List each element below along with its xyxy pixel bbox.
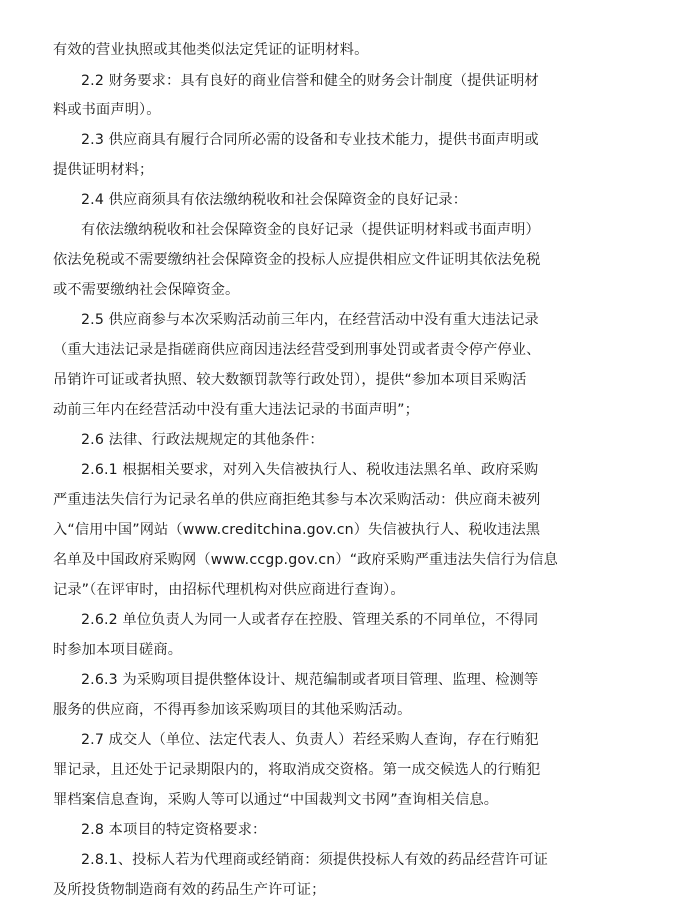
text-line: 严重违法失信行为记录名单的供应商拒绝其参与本次采购活动：供应商未被列	[53, 492, 541, 508]
text-line: 入“信用中国”网站（www.creditchina.gov.cn）失信被执行人、税收违法黑	[53, 522, 541, 538]
text-line: 2.2 财务要求：具有良好的商业信誉和健全的财务会计制度（提供证明材	[81, 73, 539, 89]
text-line: 2.3 供应商具有履行合同所必需的设备和专业技术能力，提供书面声明或	[81, 132, 539, 148]
text-line: 罪档案信息查询，采购人等可以通过“中国裁判文书网”查询相关信息。	[53, 792, 499, 808]
text-line: 依法免税或不需要缴纳社会保障资金的投标人应提供相应文件证明其依法免税	[53, 252, 541, 268]
text-line: 或不需要缴纳社会保障资金。	[53, 282, 240, 298]
text-line: 2.8.1、投标人若为代理商或经销商：须提供投标人有效的药品经营许可证	[81, 852, 548, 868]
text-line: （重大违法记录是指磋商供应商因违法经营受到刑事处罚或者责令停产停业、	[53, 342, 541, 358]
text-line: 2.6.3 为采购项目提供整体设计、规范编制或者项目管理、监理、检测等	[81, 672, 539, 688]
text-line: 有效的营业执照或其他类似法定凭证的证明材料。	[53, 42, 369, 58]
text-line: 提供证明材料；	[53, 162, 154, 178]
text-line: 罪记录，且还处于记录期限内的，将取消成交资格。第一成交候选人的行贿犯	[53, 762, 541, 778]
text-line: 2.6 法律、行政法规规定的其他条件：	[81, 432, 324, 448]
text-line: 服务的供应商，不得再参加该采购项目的其他采购活动。	[53, 702, 412, 718]
text-line: 2.6.2 单位负责人为同一人或者存在控股、管理关系的不同单位，不得同	[81, 612, 539, 628]
text-line: 吊销许可证或者执照、较大数额罚款等行政处罚），提供“参加本项目采购活	[53, 372, 527, 388]
text-line: 2.5 供应商参与本次采购活动前三年内，在经营活动中没有重大违法记录	[81, 312, 539, 328]
text-line: 2.7 成交人（单位、法定代表人、负责人）若经采购人查询，存在行贿犯	[81, 732, 539, 748]
text-line: 名单及中国政府采购网（www.ccgp.gov.cn）“政府采购严重违法失信行为信息	[53, 552, 558, 568]
text-line: 2.4 供应商须具有依法缴纳税收和社会保障资金的良好记录：	[81, 192, 468, 208]
text-line: 2.6.1 根据相关要求，对列入失信被执行人、税收违法黑名单、政府采购	[81, 462, 539, 478]
text-line: 料或书面声明）。	[53, 102, 161, 118]
text-line: 及所投货物制造商有效的药品生产许可证；	[53, 882, 326, 898]
text-line: 有依法缴纳税收和社会保障资金的良好记录（提供证明材料或书面声明）	[81, 222, 540, 238]
text-line: 动前三年内在经营活动中没有重大违法记录的书面声明”；	[53, 402, 419, 418]
text-line: 记录”（在评审时，由招标代理机构对供应商进行查询）。	[53, 582, 405, 598]
text-line: 2.8 本项目的特定资格要求：	[81, 822, 267, 838]
text-line: 时参加本项目磋商。	[53, 642, 183, 658]
